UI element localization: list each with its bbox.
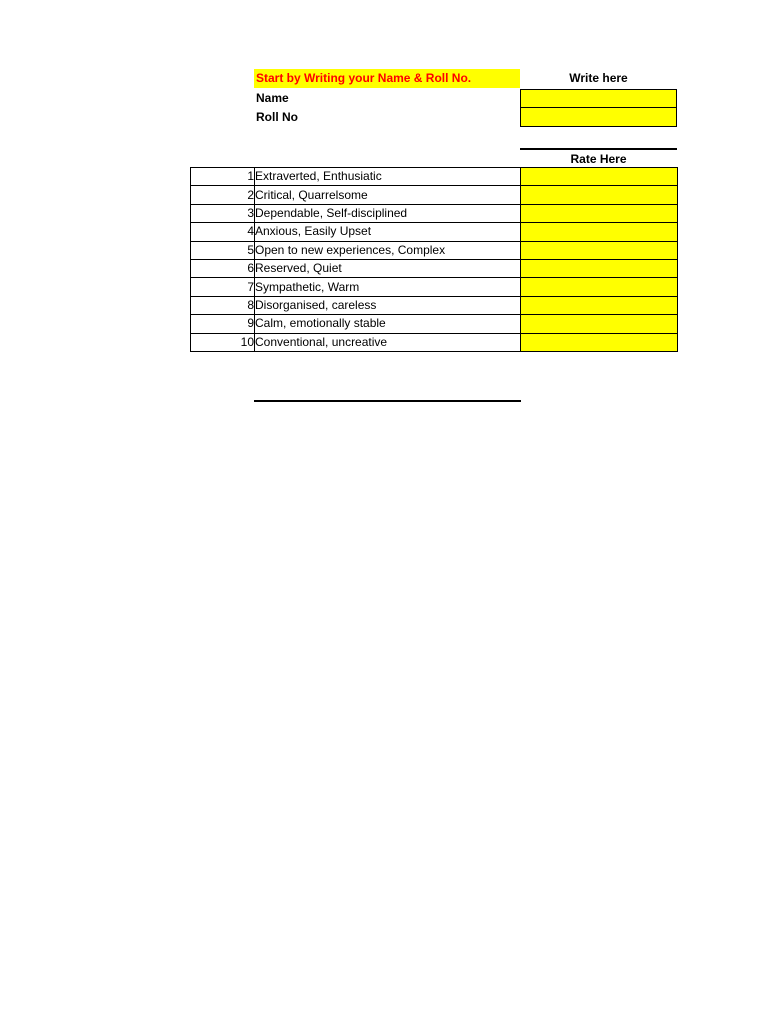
- item-number: 4: [191, 223, 255, 241]
- rating-cell[interactable]: [521, 204, 678, 222]
- signature-line: [254, 400, 521, 402]
- roll-no-input[interactable]: [520, 108, 677, 127]
- item-trait: Anxious, Easily Upset: [255, 223, 521, 241]
- rating-cell[interactable]: [521, 186, 678, 204]
- rating-cell[interactable]: [521, 241, 678, 259]
- item-number: 2: [191, 186, 255, 204]
- item-trait: Extraverted, Enthusiatic: [255, 168, 521, 186]
- rating-cell[interactable]: [521, 315, 678, 333]
- table-row: [191, 186, 678, 204]
- item-trait: Conventional, uncreative: [255, 333, 521, 351]
- rating-input[interactable]: [521, 260, 677, 277]
- table-row: [191, 278, 678, 296]
- rating-input[interactable]: [521, 168, 677, 185]
- item-number: 10: [191, 333, 255, 351]
- rating-input[interactable]: [521, 315, 677, 332]
- item-number: 1: [191, 168, 255, 186]
- item-trait: Disorganised, careless: [255, 296, 521, 314]
- rating-input[interactable]: [521, 241, 677, 258]
- table-row: [191, 204, 678, 222]
- rating-cell[interactable]: [521, 259, 678, 277]
- rate-here-heading: Rate Here: [520, 148, 677, 167]
- table-row: [191, 333, 678, 351]
- write-here-heading: Write here: [569, 71, 628, 85]
- table-row: [191, 296, 678, 314]
- item-trait: Calm, emotionally stable: [255, 315, 521, 333]
- item-trait: Sympathetic, Warm: [255, 278, 521, 296]
- name-label: Name: [256, 91, 289, 105]
- item-number: 6: [191, 259, 255, 277]
- item-number: 5: [191, 241, 255, 259]
- rating-table: [190, 167, 678, 352]
- item-number: 9: [191, 315, 255, 333]
- item-trait: Reserved, Quiet: [255, 259, 521, 277]
- table-row: [191, 241, 678, 259]
- item-number: 8: [191, 296, 255, 314]
- name-input[interactable]: [520, 89, 677, 108]
- rating-input[interactable]: [521, 205, 677, 222]
- instruction-banner: Start by Writing your Name & Roll No.: [254, 69, 520, 88]
- rating-input[interactable]: [521, 223, 677, 240]
- table-row: [191, 168, 678, 186]
- rating-cell[interactable]: [521, 223, 678, 241]
- rating-cell[interactable]: [521, 296, 678, 314]
- rating-cell[interactable]: [521, 278, 678, 296]
- item-number: 3: [191, 204, 255, 222]
- rating-input[interactable]: [521, 186, 677, 203]
- rating-cell[interactable]: [521, 168, 678, 186]
- item-trait: Dependable, Self-disciplined: [255, 204, 521, 222]
- rating-cell[interactable]: [521, 333, 678, 351]
- table-row: [191, 259, 678, 277]
- rating-input[interactable]: [521, 333, 677, 350]
- rating-input[interactable]: [521, 278, 677, 295]
- item-trait: Critical, Quarrelsome: [255, 186, 521, 204]
- item-trait: Open to new experiences, Complex: [255, 241, 521, 259]
- roll-no-label: Roll No: [256, 110, 298, 124]
- table-row: [191, 315, 678, 333]
- rating-input[interactable]: [521, 297, 677, 314]
- item-number: 7: [191, 278, 255, 296]
- table-row: [191, 223, 678, 241]
